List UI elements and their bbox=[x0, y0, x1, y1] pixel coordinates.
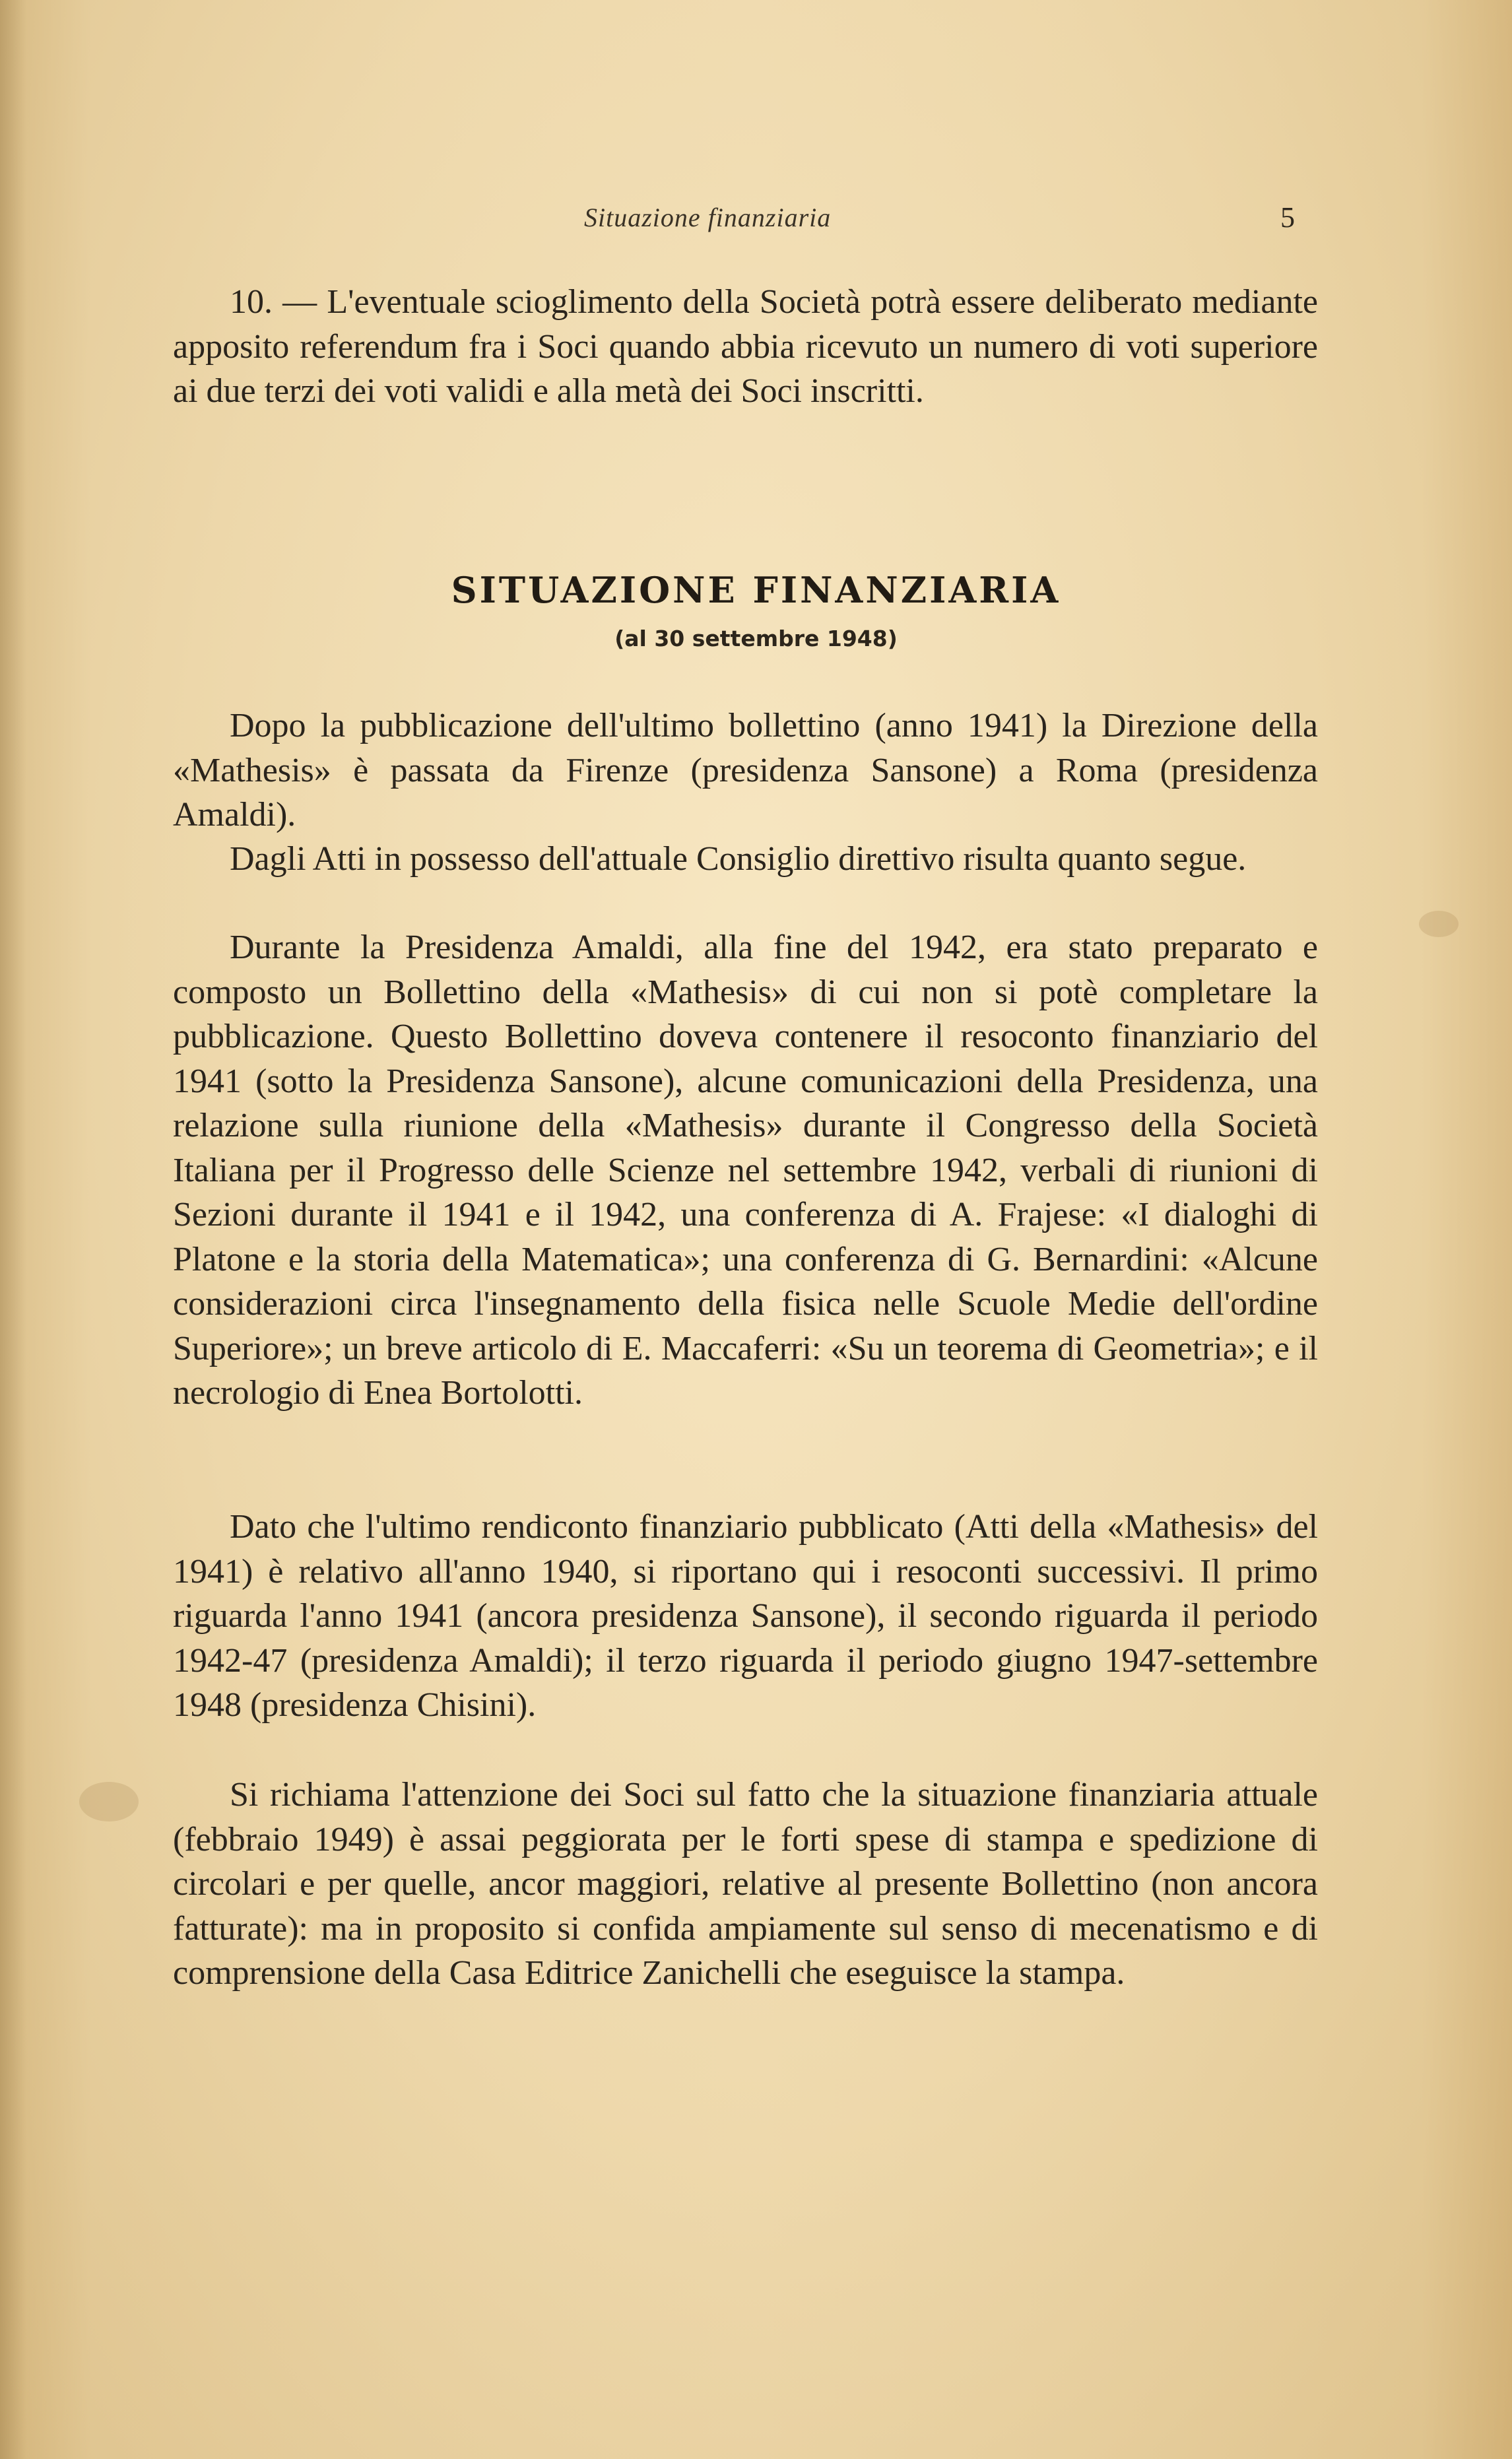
intro-paragraph: 10. — L'eventuale scioglimento della Società potrà essere deliberato mediante apposito referendum fra i Soci quando abbia ricevuto un numero di voti superiore ai due terzi dei voti validi e alla metà dei Soci inscritti. bbox=[173, 283, 1318, 410]
section-subtitle: (al 30 settembre 1948) bbox=[614, 626, 898, 651]
body-paragraph: Dagli Atti in possesso dell'attuale Consiglio direttivo risulta quanto segue. bbox=[230, 840, 1247, 878]
body-paragraph: Dato che l'ultimo rendiconto finanziario pubblicato (Atti della «Mathesis» del 1941) è relativo all'anno 1940, si riportano qui i resoconti successivi. Il primo riguarda l'anno 1941 (ancora presidenza Sansone), il secondo riguarda il periodo 1942-47 (presidenza Amaldi); il terzo riguarda il periodo giugno 1947-settembre 1948 (presidenza Chisini). bbox=[173, 1508, 1318, 1724]
body-paragraph: Dopo la pubblicazione dell'ultimo bollettino (anno 1941) la Direzione della «Mathesis» è passata da Firenze (presidenza Sansone) a Roma (presidenza Amaldi). bbox=[173, 707, 1318, 834]
paper-stain bbox=[1419, 911, 1459, 937]
paper-stain bbox=[79, 1782, 139, 1821]
page-edge-shadow bbox=[0, 0, 26, 2459]
body-paragraph: Si richiama l'attenzione dei Soci sul fatto che la situazione finanziaria attuale (febbraio 1949) è assai peggiorata per le forti spese di stampa e spedizione di circolari e per quelle, ancor maggiori, relative al presente Bollettino (non ancora fatturate): ma in proposito si confida ampiamente sul senso di mecenatismo e di comprensione della Casa Editrice Zanichelli che eseguisce la stampa. bbox=[173, 1776, 1318, 1992]
body-paragraph: Durante la Presidenza Amaldi, alla fine del 1942, era stato preparato e composto un Bollettino della «Mathesis» di cui non si potè completare la pubblicazione. Questo Bollettino doveva contenere il resoconto finanziario del 1941 (sotto la Presidenza Sansone), alcune comunicazioni della Presidenza, una relazione sulla riunione della «Mathesis» durante il Congresso della Società Italiana per il Progresso delle Scienze nel settembre 1942, verbali di riunioni di Sezioni durante il 1941 e il 1942, una conferenza di A. Frajese: «I dialoghi di Platone e la storia della Matematica»; una conferenza di G. Bernardini: «Alcune considerazioni circa l'insegnamento della fisica nelle Scuole Medie dell'ordine Superiore»; un breve articolo di E. Maccaferri: «Su un teorema di Geometria»; e il necrologio di Enea Bortolotti. bbox=[173, 929, 1318, 1412]
running-title: Situazione finanziaria bbox=[584, 203, 832, 232]
page-number: 5 bbox=[1280, 201, 1295, 234]
section-title: SITUAZIONE FINANZIARIA bbox=[451, 569, 1061, 611]
